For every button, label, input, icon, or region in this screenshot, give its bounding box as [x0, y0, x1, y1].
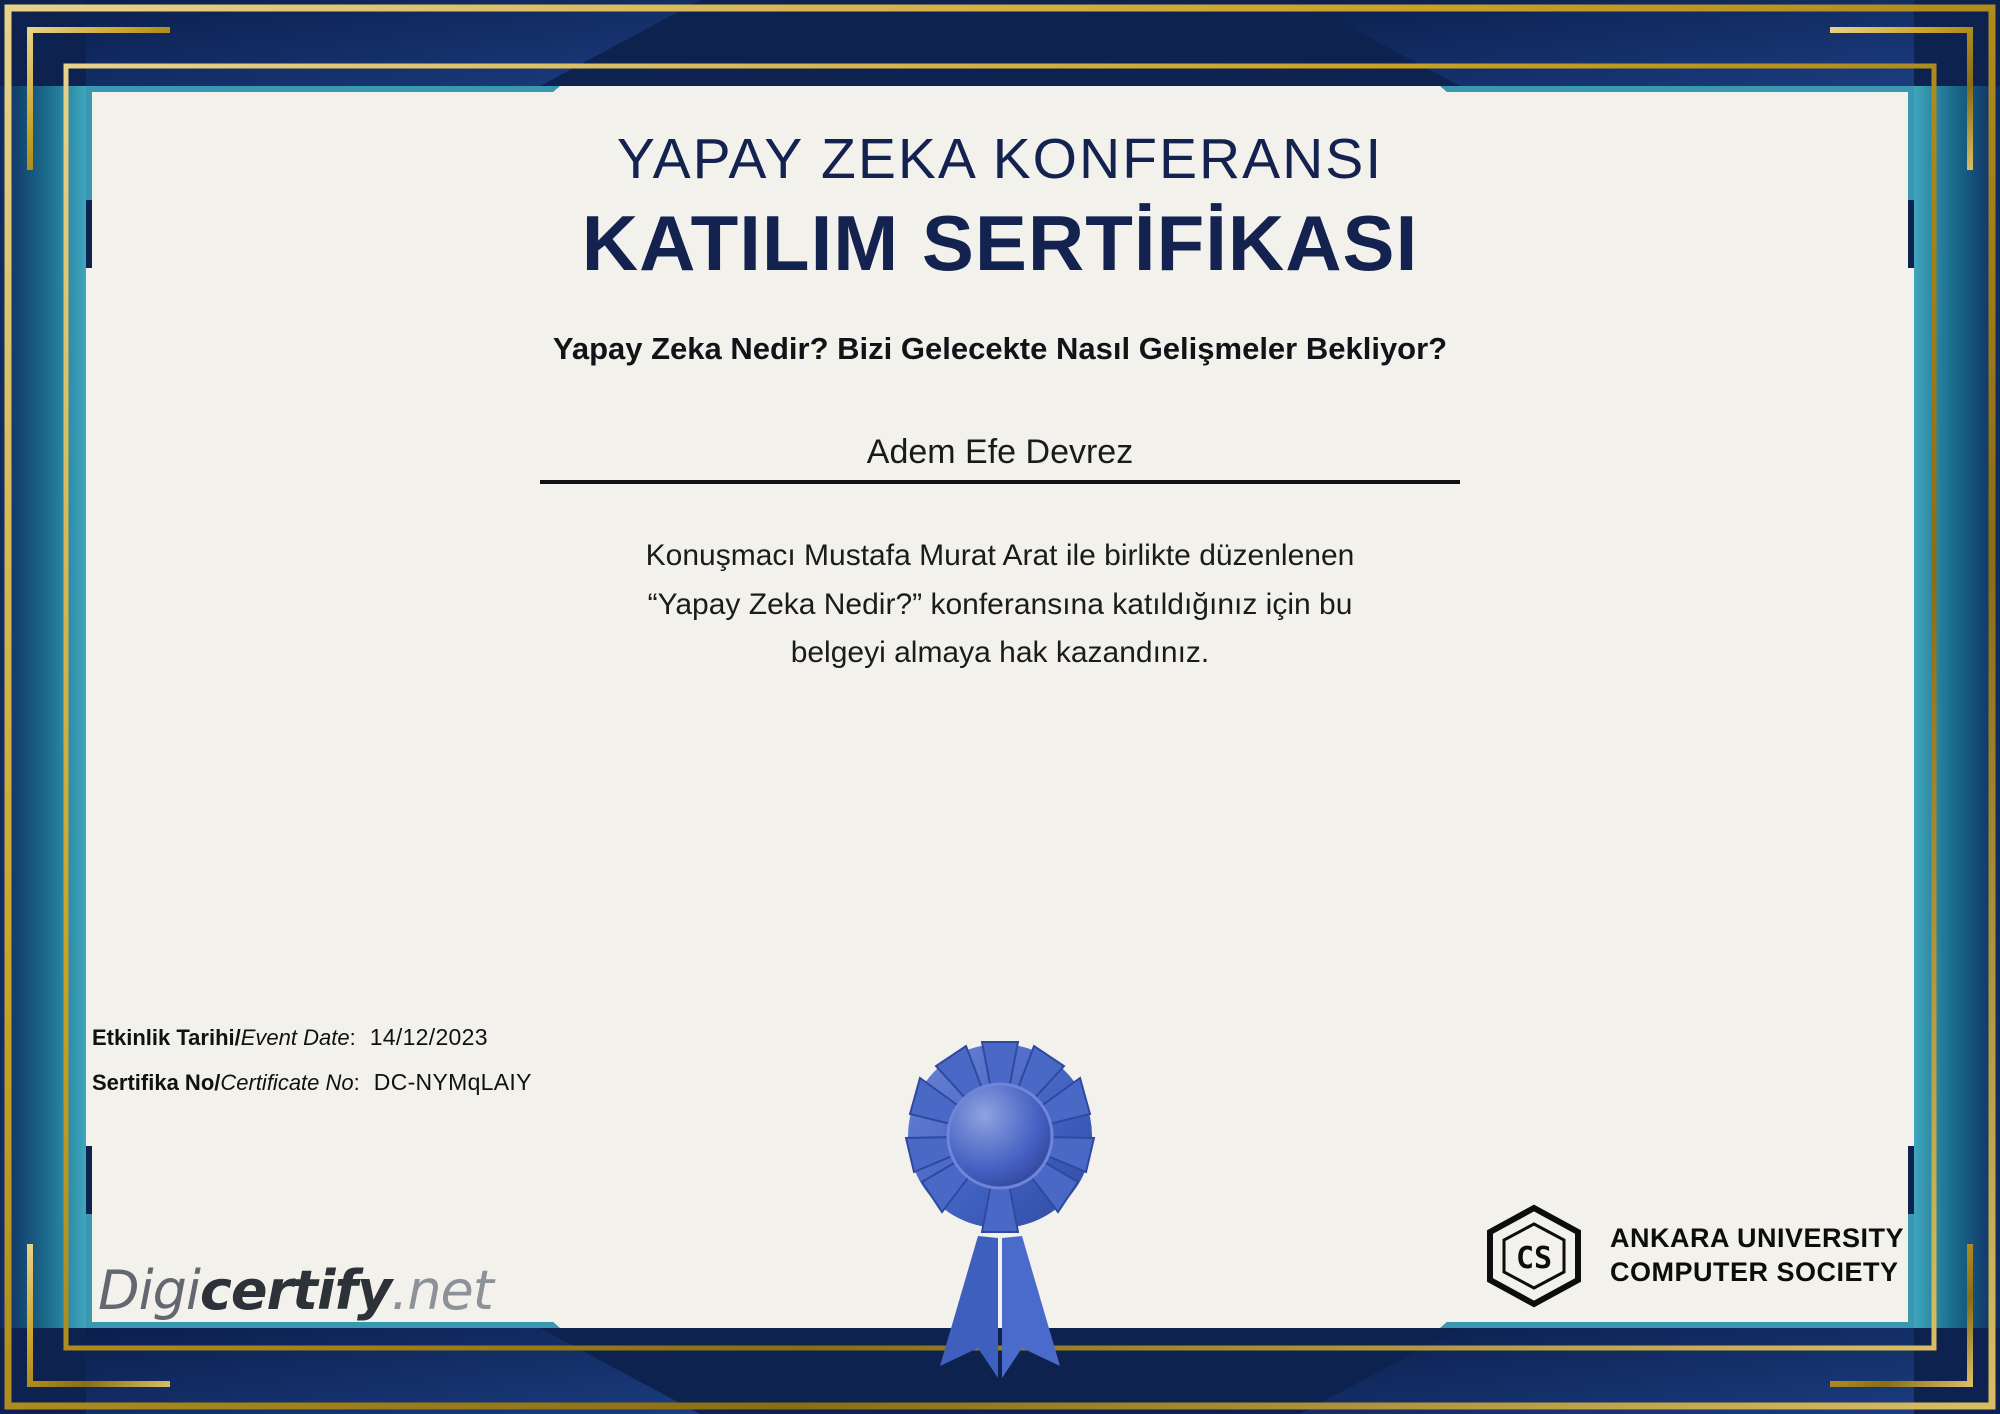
brand-part-1: Digi	[98, 1259, 200, 1322]
brand-part-2: certify	[199, 1259, 392, 1322]
page-title: KATILIM SERTİFİKASI	[581, 199, 1419, 287]
event-date-label-en: Event Date	[240, 1025, 350, 1050]
certificate-no-label-tr: Sertifika No/	[92, 1070, 221, 1095]
organization-name	[1610, 1222, 1904, 1290]
org-logo-mark: CS	[1515, 1241, 1553, 1276]
recipient-block	[540, 433, 1460, 484]
signature-rule	[540, 480, 1460, 484]
digicertify-logo	[98, 1259, 493, 1322]
certificate-no-row	[92, 1069, 532, 1096]
certificate-no-colon: :	[353, 1070, 360, 1095]
event-date-value: 14/12/2023	[369, 1024, 488, 1050]
award-rosette-icon	[870, 986, 1130, 1386]
organization-line-1: ANKARA UNIVERSITY	[1609, 1223, 1904, 1254]
event-date-label-tr: Etkinlik Tarihi/	[92, 1025, 241, 1050]
computer-society-hex-icon	[1480, 1202, 1588, 1310]
body-line-3: belgeyi almaya hak kazandınız.	[790, 636, 1210, 670]
certificate-no-label-en: Certificate No	[220, 1070, 354, 1095]
body-line-1: Konuşmacı Mustafa Murat Arat ile birlikte düzenlenen	[645, 539, 1355, 572]
recipient-name: Adem Efe Devrez	[866, 433, 1134, 471]
organization-logo	[1480, 1202, 1904, 1310]
certificate-no-value: DC-NYMqLAIY	[373, 1069, 532, 1095]
organization-line-2: COMPUTER SOCIETY	[1609, 1257, 1899, 1287]
event-title: YAPAY ZEKA KONFERANSI	[616, 127, 1384, 191]
body-line-2: “Yapay Zeka Nedir?” konferansına katıldığınız için bu	[647, 587, 1353, 621]
event-date-row	[92, 1024, 532, 1051]
brand-part-3: .net	[391, 1259, 493, 1322]
event-date-colon: :	[349, 1025, 356, 1050]
certificate-meta	[92, 1024, 532, 1114]
certificate-body	[646, 532, 1355, 678]
certificate-subtitle: Yapay Zeka Nedir? Bizi Gelecekte Nasıl Gelişmeler Bekliyor?	[552, 331, 1448, 366]
